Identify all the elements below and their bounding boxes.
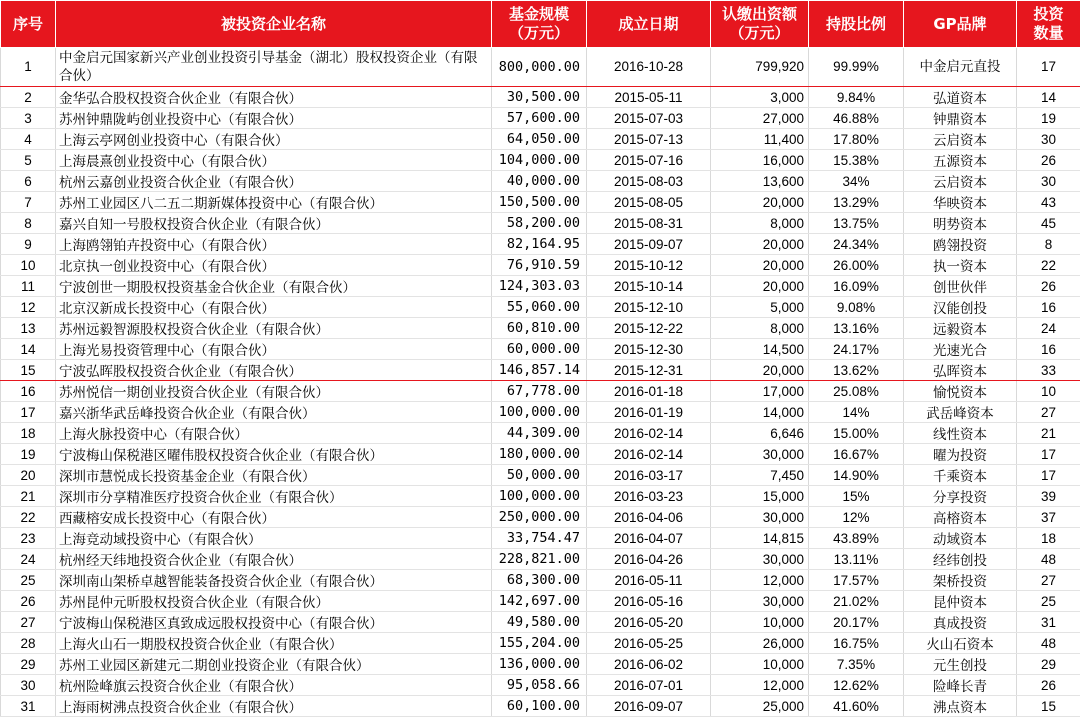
cell-paid: 14,500 — [711, 339, 809, 360]
cell-ratio: 12.62% — [809, 675, 904, 696]
cell-date: 2016-04-07 — [587, 528, 711, 549]
cell-name: 苏州昆仲元昕股权投资合伙企业（有限合伙） — [56, 591, 492, 612]
cell-fund: 44,309.00 — [492, 423, 587, 444]
cell-paid: 12,000 — [711, 570, 809, 591]
cell-idx: 10 — [1, 255, 56, 276]
cell-date: 2015-07-03 — [587, 108, 711, 129]
cell-ratio: 9.84% — [809, 87, 904, 108]
cell-fund: 146,857.14 — [492, 360, 587, 381]
cell-idx: 16 — [1, 381, 56, 402]
cell-fund: 64,050.00 — [492, 129, 587, 150]
cell-idx: 20 — [1, 465, 56, 486]
cell-paid: 799,920 — [711, 48, 809, 87]
cell-paid: 25,000 — [711, 696, 809, 717]
cell-idx: 22 — [1, 507, 56, 528]
cell-count: 26 — [1017, 150, 1080, 171]
header-date: 成立日期 — [587, 1, 711, 48]
cell-fund: 104,000.00 — [492, 150, 587, 171]
cell-paid: 15,000 — [711, 486, 809, 507]
cell-paid: 30,000 — [711, 444, 809, 465]
table-header-row — [1, 1, 1080, 48]
header-paid-line2: （万元） — [711, 24, 808, 43]
cell-ratio: 13.11% — [809, 549, 904, 570]
cell-gp: 千乘资本 — [904, 465, 1017, 486]
cell-fund: 60,000.00 — [492, 339, 587, 360]
cell-fund: 40,000.00 — [492, 171, 587, 192]
cell-ratio: 13.75% — [809, 213, 904, 234]
cell-date: 2016-03-17 — [587, 465, 711, 486]
cell-count: 31 — [1017, 612, 1080, 633]
cell-gp: 五源资本 — [904, 150, 1017, 171]
cell-gp: 元生创投 — [904, 654, 1017, 675]
cell-date: 2016-03-23 — [587, 486, 711, 507]
cell-paid: 20,000 — [711, 255, 809, 276]
cell-idx: 7 — [1, 192, 56, 213]
cell-name: 上海火脉投资中心（有限合伙） — [56, 423, 492, 444]
table-row — [1, 507, 1080, 528]
cell-fund: 33,754.47 — [492, 528, 587, 549]
cell-name: 北京汉新成长投资中心（有限合伙） — [56, 297, 492, 318]
cell-name: 上海云亭网创业投资中心（有限合伙） — [56, 129, 492, 150]
cell-count: 22 — [1017, 255, 1080, 276]
table-row — [1, 654, 1080, 675]
cell-gp: 华映资本 — [904, 192, 1017, 213]
cell-fund: 55,060.00 — [492, 297, 587, 318]
cell-name: 宁波创世一期股权投资基金合伙企业（有限合伙） — [56, 276, 492, 297]
table-row — [1, 255, 1080, 276]
cell-idx: 18 — [1, 423, 56, 444]
header-paid — [711, 1, 809, 48]
header-gp: GP品牌 — [904, 1, 1017, 48]
cell-date: 2016-09-07 — [587, 696, 711, 717]
cell-date: 2016-04-26 — [587, 549, 711, 570]
cell-paid: 8,000 — [711, 318, 809, 339]
cell-ratio: 15% — [809, 486, 904, 507]
header-count — [1017, 1, 1080, 48]
cell-fund: 58,200.00 — [492, 213, 587, 234]
cell-paid: 30,000 — [711, 507, 809, 528]
cell-paid: 13,600 — [711, 171, 809, 192]
table-row — [1, 360, 1080, 381]
cell-name: 杭州险峰旗云投资合伙企业（有限合伙） — [56, 675, 492, 696]
cell-date: 2016-05-16 — [587, 591, 711, 612]
table-row — [1, 192, 1080, 213]
table-row — [1, 423, 1080, 444]
cell-fund: 50,000.00 — [492, 465, 587, 486]
cell-fund: 95,058.66 — [492, 675, 587, 696]
cell-ratio: 14.90% — [809, 465, 904, 486]
cell-ratio: 16.67% — [809, 444, 904, 465]
cell-idx: 6 — [1, 171, 56, 192]
cell-count: 14 — [1017, 87, 1080, 108]
cell-gp: 光速光合 — [904, 339, 1017, 360]
header-fund-line2: （万元） — [492, 24, 586, 43]
cell-date: 2015-07-16 — [587, 150, 711, 171]
cell-ratio: 13.62% — [809, 360, 904, 381]
cell-idx: 23 — [1, 528, 56, 549]
cell-idx: 8 — [1, 213, 56, 234]
cell-name: 上海晨熹创业投资中心（有限合伙） — [56, 150, 492, 171]
cell-name: 宁波梅山保税港区真致成远股权投资中心（有限合伙） — [56, 612, 492, 633]
cell-idx: 3 — [1, 108, 56, 129]
cell-idx: 15 — [1, 360, 56, 381]
cell-ratio: 43.89% — [809, 528, 904, 549]
cell-date: 2016-06-02 — [587, 654, 711, 675]
table-row — [1, 48, 1080, 87]
header-ratio: 持股比例 — [809, 1, 904, 48]
cell-name: 苏州工业园区新建元二期创业投资企业（有限合伙） — [56, 654, 492, 675]
table-row — [1, 486, 1080, 507]
cell-date: 2016-05-25 — [587, 633, 711, 654]
cell-ratio: 14% — [809, 402, 904, 423]
cell-date: 2015-12-31 — [587, 360, 711, 381]
table-row — [1, 591, 1080, 612]
header-fund-line1: 基金规模 — [492, 5, 586, 24]
cell-fund: 30,500.00 — [492, 87, 587, 108]
table-row — [1, 318, 1080, 339]
cell-date: 2016-01-18 — [587, 381, 711, 402]
cell-gp: 汉能创投 — [904, 297, 1017, 318]
cell-paid: 30,000 — [711, 591, 809, 612]
cell-name: 上海鸥翎铂卉投资中心（有限合伙） — [56, 234, 492, 255]
cell-date: 2016-10-28 — [587, 48, 711, 87]
cell-paid: 8,000 — [711, 213, 809, 234]
cell-ratio: 24.17% — [809, 339, 904, 360]
cell-idx: 21 — [1, 486, 56, 507]
cell-count: 18 — [1017, 528, 1080, 549]
cell-gp: 弘晖资本 — [904, 360, 1017, 381]
cell-paid: 20,000 — [711, 192, 809, 213]
cell-fund: 800,000.00 — [492, 48, 587, 87]
cell-count: 37 — [1017, 507, 1080, 528]
cell-fund: 60,100.00 — [492, 696, 587, 717]
cell-name: 苏州钟鼎陇屿创业投资中心（有限合伙） — [56, 108, 492, 129]
cell-date: 2016-01-19 — [587, 402, 711, 423]
cell-ratio: 24.34% — [809, 234, 904, 255]
cell-name: 北京执一创业投资中心（有限合伙） — [56, 255, 492, 276]
cell-count: 21 — [1017, 423, 1080, 444]
cell-count: 45 — [1017, 213, 1080, 234]
table-row — [1, 213, 1080, 234]
cell-name: 嘉兴浙华武岳峰投资合伙企业（有限合伙） — [56, 402, 492, 423]
cell-name: 上海竞动域投资中心（有限合伙） — [56, 528, 492, 549]
cell-fund: 49,580.00 — [492, 612, 587, 633]
cell-gp: 火山石资本 — [904, 633, 1017, 654]
cell-fund: 100,000.00 — [492, 402, 587, 423]
table-row — [1, 381, 1080, 402]
header-paid-line1: 认缴出资额 — [711, 5, 808, 24]
cell-count: 17 — [1017, 465, 1080, 486]
cell-date: 2015-10-12 — [587, 255, 711, 276]
cell-name: 宁波弘晖股权投资合伙企业（有限合伙） — [56, 360, 492, 381]
header-count-line1: 投资 — [1017, 5, 1080, 24]
cell-count: 10 — [1017, 381, 1080, 402]
cell-idx: 12 — [1, 297, 56, 318]
cell-fund: 57,600.00 — [492, 108, 587, 129]
table-row — [1, 339, 1080, 360]
cell-date: 2016-04-06 — [587, 507, 711, 528]
table-row — [1, 402, 1080, 423]
cell-ratio: 9.08% — [809, 297, 904, 318]
cell-fund: 250,000.00 — [492, 507, 587, 528]
cell-idx: 2 — [1, 87, 56, 108]
cell-date: 2015-08-03 — [587, 171, 711, 192]
cell-idx: 28 — [1, 633, 56, 654]
cell-fund: 124,303.03 — [492, 276, 587, 297]
cell-name: 苏州工业园区八二五二期新媒体投资中心（有限合伙） — [56, 192, 492, 213]
cell-name: 上海火山石一期股权投资合伙企业（有限合伙） — [56, 633, 492, 654]
cell-count: 25 — [1017, 591, 1080, 612]
cell-gp: 创世伙伴 — [904, 276, 1017, 297]
cell-fund: 155,204.00 — [492, 633, 587, 654]
cell-paid: 20,000 — [711, 360, 809, 381]
cell-gp: 架桥投资 — [904, 570, 1017, 591]
cell-date: 2016-05-11 — [587, 570, 711, 591]
cell-ratio: 13.29% — [809, 192, 904, 213]
cell-gp: 弘道资本 — [904, 87, 1017, 108]
cell-fund: 67,778.00 — [492, 381, 587, 402]
table-body — [1, 48, 1080, 717]
cell-paid: 7,450 — [711, 465, 809, 486]
cell-paid: 14,815 — [711, 528, 809, 549]
cell-gp: 钟鼎资本 — [904, 108, 1017, 129]
cell-name: 深圳市分享精准医疗投资合伙企业（有限合伙） — [56, 486, 492, 507]
header-fund — [492, 1, 587, 48]
cell-name: 苏州远毅智源股权投资合伙企业（有限合伙） — [56, 318, 492, 339]
cell-date: 2016-05-20 — [587, 612, 711, 633]
cell-ratio: 46.88% — [809, 108, 904, 129]
cell-name: 宁波梅山保税港区曜伟股权投资合伙企业（有限合伙） — [56, 444, 492, 465]
cell-date: 2015-12-22 — [587, 318, 711, 339]
cell-count: 48 — [1017, 633, 1080, 654]
cell-fund: 136,000.00 — [492, 654, 587, 675]
table-row — [1, 612, 1080, 633]
cell-idx: 11 — [1, 276, 56, 297]
cell-count: 16 — [1017, 339, 1080, 360]
cell-ratio: 16.75% — [809, 633, 904, 654]
cell-ratio: 26.00% — [809, 255, 904, 276]
cell-gp: 执一资本 — [904, 255, 1017, 276]
table-row — [1, 108, 1080, 129]
cell-gp: 武岳峰资本 — [904, 402, 1017, 423]
cell-date: 2015-07-13 — [587, 129, 711, 150]
table-row — [1, 171, 1080, 192]
cell-name: 杭州经天纬地投资合伙企业（有限合伙） — [56, 549, 492, 570]
cell-name: 嘉兴自知一号股权投资合伙企业（有限合伙） — [56, 213, 492, 234]
cell-paid: 10,000 — [711, 612, 809, 633]
cell-date: 2015-12-10 — [587, 297, 711, 318]
cell-ratio: 34% — [809, 171, 904, 192]
table-row — [1, 570, 1080, 591]
cell-gp: 曜为投资 — [904, 444, 1017, 465]
cell-ratio: 15.00% — [809, 423, 904, 444]
cell-paid: 3,000 — [711, 87, 809, 108]
cell-date: 2015-08-05 — [587, 192, 711, 213]
table-row — [1, 675, 1080, 696]
table-row — [1, 129, 1080, 150]
cell-count: 15 — [1017, 696, 1080, 717]
cell-gp: 分享投资 — [904, 486, 1017, 507]
cell-idx: 17 — [1, 402, 56, 423]
cell-count: 39 — [1017, 486, 1080, 507]
cell-paid: 11,400 — [711, 129, 809, 150]
cell-name: 苏州悦信一期创业投资合伙企业（有限合伙） — [56, 381, 492, 402]
cell-date: 2015-09-07 — [587, 234, 711, 255]
cell-paid: 14,000 — [711, 402, 809, 423]
cell-gp: 动域资本 — [904, 528, 1017, 549]
cell-count: 33 — [1017, 360, 1080, 381]
cell-gp: 云启资本 — [904, 129, 1017, 150]
cell-idx: 29 — [1, 654, 56, 675]
cell-ratio: 15.38% — [809, 150, 904, 171]
cell-count: 30 — [1017, 129, 1080, 150]
cell-count: 26 — [1017, 276, 1080, 297]
cell-name: 上海雨树沸点投资合伙企业（有限合伙） — [56, 696, 492, 717]
table-row — [1, 465, 1080, 486]
cell-name: 中金启元国家新兴产业创业投资引导基金（湖北）股权投资企业（有限合伙） — [56, 48, 492, 87]
cell-ratio: 99.99% — [809, 48, 904, 87]
cell-gp: 明势资本 — [904, 213, 1017, 234]
cell-count: 19 — [1017, 108, 1080, 129]
cell-paid: 10,000 — [711, 654, 809, 675]
table-row — [1, 297, 1080, 318]
cell-idx: 26 — [1, 591, 56, 612]
cell-paid: 20,000 — [711, 276, 809, 297]
cell-fund: 100,000.00 — [492, 486, 587, 507]
cell-ratio: 12% — [809, 507, 904, 528]
cell-gp: 险峰长青 — [904, 675, 1017, 696]
cell-idx: 24 — [1, 549, 56, 570]
table-row — [1, 87, 1080, 108]
table-row — [1, 150, 1080, 171]
cell-fund: 82,164.95 — [492, 234, 587, 255]
cell-ratio: 17.80% — [809, 129, 904, 150]
table-row — [1, 444, 1080, 465]
table-row — [1, 549, 1080, 570]
cell-gp: 中金启元直投 — [904, 48, 1017, 87]
cell-count: 17 — [1017, 48, 1080, 87]
cell-paid: 20,000 — [711, 234, 809, 255]
table-row — [1, 633, 1080, 654]
cell-fund: 60,810.00 — [492, 318, 587, 339]
cell-paid: 17,000 — [711, 381, 809, 402]
cell-name: 杭州云嘉创业投资合伙企业（有限合伙） — [56, 171, 492, 192]
cell-paid: 26,000 — [711, 633, 809, 654]
cell-gp: 真成投资 — [904, 612, 1017, 633]
header-count-line2: 数量 — [1017, 24, 1080, 43]
cell-ratio: 7.35% — [809, 654, 904, 675]
cell-ratio: 21.02% — [809, 591, 904, 612]
cell-count: 17 — [1017, 444, 1080, 465]
cell-count: 27 — [1017, 402, 1080, 423]
cell-fund: 68,300.00 — [492, 570, 587, 591]
cell-idx: 27 — [1, 612, 56, 633]
cell-idx: 1 — [1, 48, 56, 87]
cell-ratio: 20.17% — [809, 612, 904, 633]
cell-ratio: 16.09% — [809, 276, 904, 297]
cell-count: 26 — [1017, 675, 1080, 696]
cell-idx: 4 — [1, 129, 56, 150]
table-row — [1, 276, 1080, 297]
cell-paid: 30,000 — [711, 549, 809, 570]
cell-date: 2016-07-01 — [587, 675, 711, 696]
cell-count: 43 — [1017, 192, 1080, 213]
cell-paid: 5,000 — [711, 297, 809, 318]
table-row — [1, 234, 1080, 255]
cell-count: 48 — [1017, 549, 1080, 570]
cell-date: 2015-08-31 — [587, 213, 711, 234]
cell-idx: 13 — [1, 318, 56, 339]
cell-name: 西藏榕安成长投资中心（有限合伙） — [56, 507, 492, 528]
cell-fund: 150,500.00 — [492, 192, 587, 213]
cell-ratio: 25.08% — [809, 381, 904, 402]
cell-idx: 30 — [1, 675, 56, 696]
cell-date: 2016-02-14 — [587, 423, 711, 444]
cell-count: 16 — [1017, 297, 1080, 318]
cell-name: 上海光易投资管理中心（有限合伙） — [56, 339, 492, 360]
cell-idx: 31 — [1, 696, 56, 717]
cell-count: 8 — [1017, 234, 1080, 255]
cell-ratio: 17.57% — [809, 570, 904, 591]
cell-gp: 昆仲资本 — [904, 591, 1017, 612]
cell-gp: 云启资本 — [904, 171, 1017, 192]
cell-fund: 228,821.00 — [492, 549, 587, 570]
cell-name: 深圳南山架桥卓越智能装备投资合伙企业（有限合伙） — [56, 570, 492, 591]
cell-gp: 经纬创投 — [904, 549, 1017, 570]
cell-date: 2016-02-14 — [587, 444, 711, 465]
cell-fund: 142,697.00 — [492, 591, 587, 612]
cell-ratio: 13.16% — [809, 318, 904, 339]
cell-idx: 9 — [1, 234, 56, 255]
cell-count: 27 — [1017, 570, 1080, 591]
cell-date: 2015-05-11 — [587, 87, 711, 108]
cell-count: 30 — [1017, 171, 1080, 192]
header-idx: 序号 — [1, 1, 56, 48]
header-name: 被投资企业名称 — [56, 1, 492, 48]
cell-ratio: 41.60% — [809, 696, 904, 717]
cell-paid: 27,000 — [711, 108, 809, 129]
cell-gp: 远毅资本 — [904, 318, 1017, 339]
table-row — [1, 528, 1080, 549]
cell-count: 29 — [1017, 654, 1080, 675]
cell-fund: 76,910.59 — [492, 255, 587, 276]
cell-idx: 19 — [1, 444, 56, 465]
cell-idx: 25 — [1, 570, 56, 591]
table-row — [1, 696, 1080, 717]
cell-fund: 180,000.00 — [492, 444, 587, 465]
cell-gp: 愉悦资本 — [904, 381, 1017, 402]
cell-gp: 高榕资本 — [904, 507, 1017, 528]
cell-count: 24 — [1017, 318, 1080, 339]
cell-name: 深圳市慧悦成长投资基金企业（有限合伙） — [56, 465, 492, 486]
cell-gp: 线性资本 — [904, 423, 1017, 444]
cell-paid: 6,646 — [711, 423, 809, 444]
cell-name: 金华弘合股权投资合伙企业（有限合伙） — [56, 87, 492, 108]
cell-paid: 16,000 — [711, 150, 809, 171]
cell-idx: 5 — [1, 150, 56, 171]
cell-gp: 沸点资本 — [904, 696, 1017, 717]
cell-date: 2015-12-30 — [587, 339, 711, 360]
cell-gp: 鸥翎投资 — [904, 234, 1017, 255]
cell-paid: 12,000 — [711, 675, 809, 696]
cell-idx: 14 — [1, 339, 56, 360]
cell-date: 2015-10-14 — [587, 276, 711, 297]
